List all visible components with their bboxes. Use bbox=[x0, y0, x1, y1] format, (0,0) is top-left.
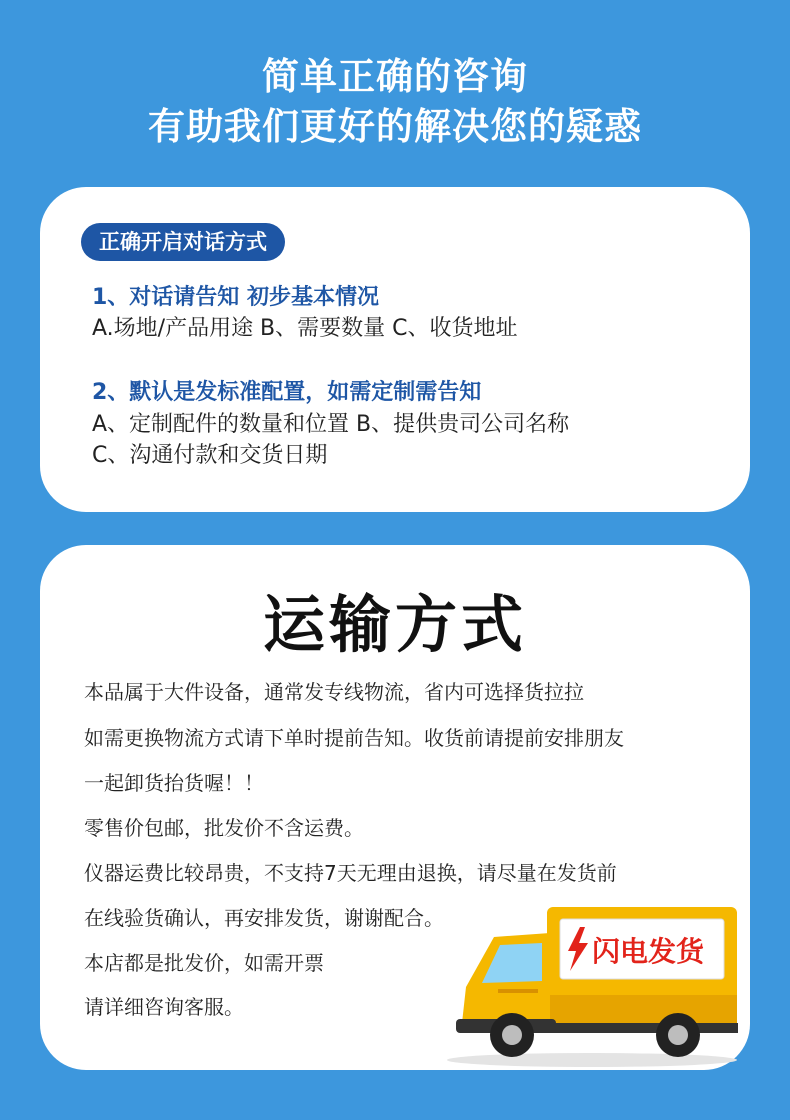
shipping-line-6: 在线验货确认，再安排发货，谢谢配合。 bbox=[84, 906, 444, 930]
page-header bbox=[0, 52, 790, 152]
consult-item1-title: 1、对话请告知 初步基本情况 bbox=[92, 285, 379, 310]
consult-item2-title: 2、默认是发标准配置，如需定制需告知 bbox=[92, 380, 482, 405]
truck-sign-text: 闪电发货 bbox=[592, 935, 705, 968]
consult-card bbox=[40, 187, 750, 512]
header-line-2: 有助我们更好的解决您的疑惑 bbox=[148, 105, 642, 148]
shipping-line-3: 一起卸货抬货喔！！ bbox=[84, 771, 264, 795]
shipping-line-2: 如需更换物流方式请下单时提前告知。收货前请提前安排朋友 bbox=[84, 726, 624, 750]
consult-item2-text1: A、定制配件的数量和位置 B、提供贵司公司名称 bbox=[92, 412, 570, 437]
shipping-title: 运输方式 bbox=[262, 588, 527, 661]
consult-badge: 正确开启对话方式 bbox=[81, 223, 285, 261]
header-line-1: 简单正确的咨询 bbox=[262, 55, 528, 98]
shipping-line-5: 仪器运费比较昂贵，不支持7天无理由退换，请尽量在发货前 bbox=[84, 861, 617, 885]
consult-item2-text2: C、沟通付款和交货日期 bbox=[92, 443, 328, 468]
shipping-line-4: 零售价包邮，批发价不含运费。 bbox=[84, 816, 364, 840]
delivery-truck-icon bbox=[442, 895, 742, 1070]
shipping-line-7: 本店都是批发价，如需开票 bbox=[84, 951, 324, 975]
shipping-line-1: 本品属于大件设备，通常发专线物流，省内可选择货拉拉 bbox=[84, 680, 584, 704]
consult-item1-text: A.场地/产品用途 B、需要数量 C、收货地址 bbox=[92, 316, 518, 341]
shipping-line-8: 请详细咨询客服。 bbox=[84, 995, 244, 1019]
shipping-card bbox=[40, 545, 750, 1070]
